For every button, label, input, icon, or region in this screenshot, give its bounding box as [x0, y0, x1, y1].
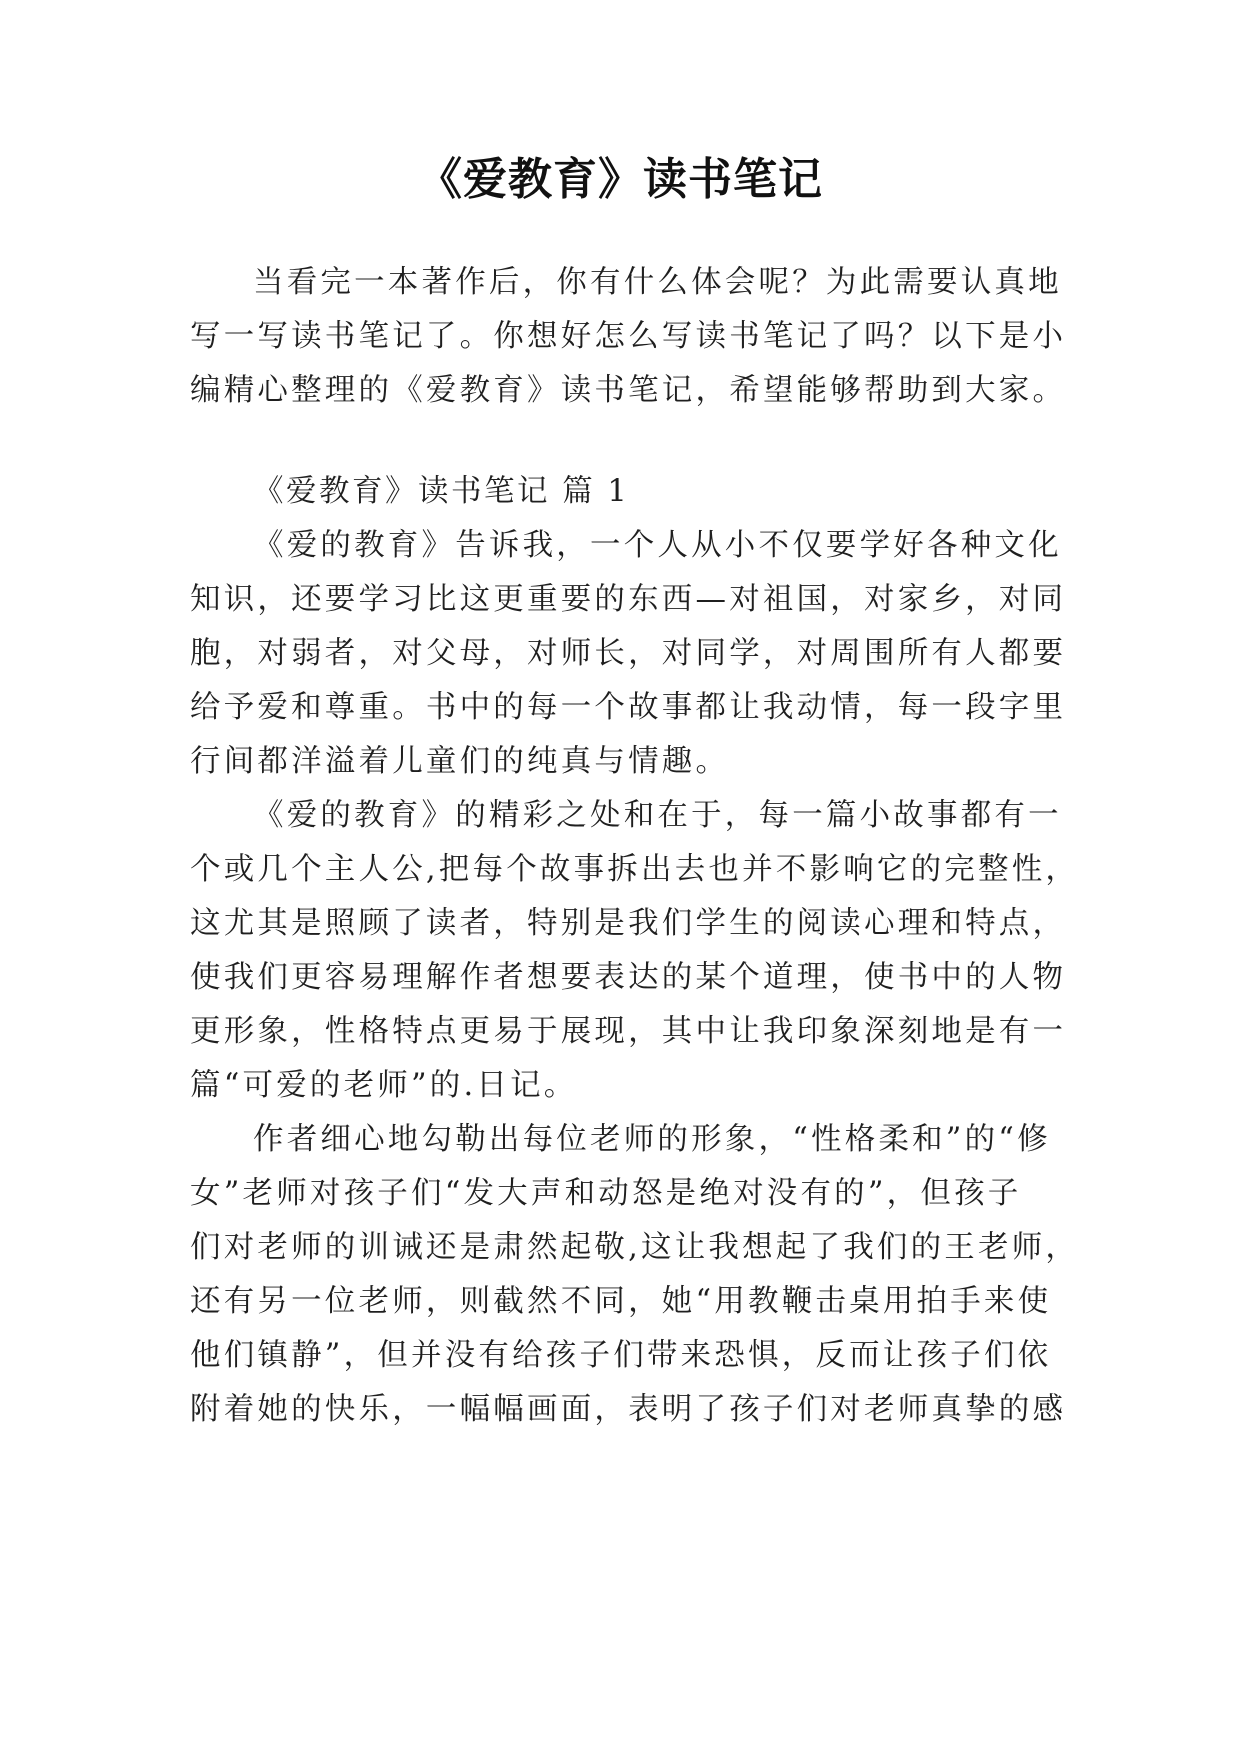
paragraph3-line: 附着她的快乐，一幅幅画面，表明了孩子们对老师真挚的感 — [190, 1392, 1067, 1427]
paragraph3-line: 他们镇静”，但并没有给孩子们带来恐惧，反而让孩子们依 — [190, 1338, 1052, 1373]
intro-line: 写一写读书笔记了。你想好怎么写读书笔记了吗？以下是小 — [190, 319, 1067, 354]
paragraph2-line: 个或几个主人公,把每个故事拆出去也并不影响它的完整性， — [190, 852, 1080, 887]
paragraph3-line: 还有另一位老师，则截然不同，她“用教鞭击桌用拍手来使 — [190, 1284, 1052, 1319]
paragraph2-line: 《爱的教育》的精彩之处和在于，每一篇小故事都有一 — [253, 798, 1062, 833]
document-title: 《爱教育》读书笔记 — [418, 154, 823, 205]
paragraph2-line: 使我们更容易理解作者想要表达的某个道理，使书中的人物 — [190, 960, 1067, 995]
paragraph3-line: 作者细心地勾勒出每位老师的形象，“性格柔和”的“修 — [253, 1122, 1051, 1157]
paragraph2-line: 更形象，性格特点更易于展现，其中让我印象深刻地是有一 — [190, 1014, 1067, 1049]
paragraph1-line: 知识，还要学习比这更重要的东西—对祖国，对家乡，对同 — [190, 582, 1067, 617]
paragraph2-line: 这尤其是照顾了读者，特别是我们学生的阅读心理和特点， — [190, 906, 1067, 941]
paragraph3-line: 女”老师对孩子们“发大声和动怒是绝对没有的”，但孩子 — [190, 1176, 1022, 1211]
paragraph1-line: 行间都洋溢着儿童们的纯真与情趣。 — [190, 744, 730, 779]
section-heading: 《爱教育》读书笔记 篇 1 — [253, 474, 630, 509]
paragraph2-line: 篇“可爱的老师”的.日记。 — [190, 1068, 578, 1103]
paragraph1-line: 给予爱和尊重。书中的每一个故事都让我动情，每一段字里 — [190, 690, 1067, 725]
intro-line: 当看完一本著作后，你有什么体会呢？为此需要认真地 — [253, 265, 1062, 300]
paragraph1-line: 胞，对弱者，对父母，对师长，对同学，对周围所有人都要 — [190, 636, 1067, 671]
paragraph3-line: 们对老师的训诫还是肃然起敬,这让我想起了我们的王老师， — [190, 1230, 1080, 1265]
intro-line: 编精心整理的《爱教育》读书笔记，希望能够帮助到大家。 — [190, 373, 1067, 408]
paragraph1-line: 《爱的教育》告诉我，一个人从小不仅要学好各种文化 — [253, 528, 1062, 563]
